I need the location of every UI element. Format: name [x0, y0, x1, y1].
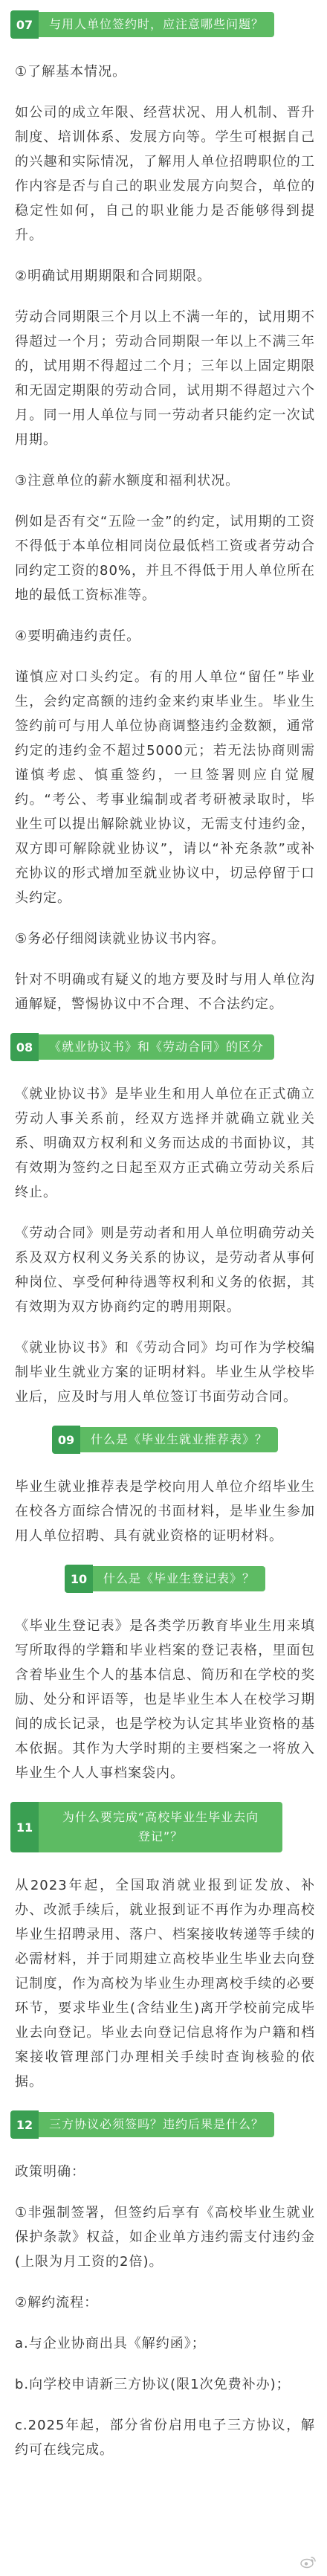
paragraph: 谨慎应对口头约定。有的用人单位“留任”毕业生，会约定高额的违约金来约束毕业生。毕业生签约前可与用人单位协商调整违约金数额，通常约定的违约金不超过5000元；若无法协商则需谨慎考虑、慎重签约，一旦签署则应自觉履约。“考公、考事业编制或者考研被录取时，毕业生可以提出解除就业协议，无需支付违约金，双方即可解除就业协议”，请以“补充条款”或补充协议的形式增加至就业协议中，切忌停留于口头约定。 [15, 669, 315, 906]
section-10 [15, 1565, 315, 1786]
section-number-badge: 10 [65, 1565, 93, 1593]
section-title: 为什么要完成“高校毕业生毕业去向登记”？ [39, 1802, 282, 1852]
section-number-badge: 11 [10, 1802, 39, 1852]
section-title: 《就业协议书》和《劳动合同》的区分 [39, 1034, 274, 1060]
section-number-badge: 07 [10, 10, 39, 39]
section-title: 三方协议必须签吗？违约后果是什么？ [39, 2112, 274, 2137]
section-header [10, 10, 315, 39]
paragraph: 针对不明确或有疑义的地方要及时与用人单位沟通解疑，警惕协议中不合理、不合法约定。 [15, 972, 315, 1012]
list-item: a.与企业协商出具《解约函》； [15, 2336, 206, 2351]
section-11 [15, 1802, 315, 2094]
point-heading: ②明确试用期期限和合同期限。 [15, 268, 212, 284]
paragraph: 《毕业生登记表》是各类学历教育毕业生用来填写所取得的学籍和毕业档案的登记表格，里面包含着毕业生个人的基本信息、简历和在学校的奖励、处分和评语等，也是毕业生本人在校学习期间的成长记录，也是学校为认定其毕业资格的基本依据。其作为大学时期的主要档案之一将放入毕业生个人人事档案袋内。 [15, 1618, 315, 1781]
section-title: 与用人单位签约时，应注意哪些问题？ [39, 12, 274, 37]
list-item: b.向学校申请新三方协议(限1次免费补办)； [15, 2377, 291, 2392]
section-header [10, 1033, 315, 1061]
section-header [15, 1426, 315, 1454]
paragraph: 《就业协议书》是毕业生和用人单位在正式确立劳动人事关系前，经双方选择并就确立就业关系、明确双方权利和义务而达成的书面协议，其有效期为签约之日起至双方正式确立劳动关系后终止。 [15, 1086, 315, 1200]
weibo-watermark-icon [300, 2555, 317, 2569]
section-title: 什么是《毕业生就业推荐表》？ [80, 1427, 278, 1452]
section-number-badge: 08 [10, 1033, 39, 1061]
point-heading: ⑤务必仔细阅读就业协议书内容。 [15, 931, 226, 947]
section-number-badge: 09 [52, 1426, 80, 1454]
section-header [10, 1802, 315, 1852]
paragraph: 从2023年起，全国取消就业报到证发放、补办、改派手续后，就业报到证不再作为办理高校毕业生招聘录用、落户、档案接收转递等手续的必需材料，并于同期建立高校毕业生毕业去向登记制度，作为高校为毕业生办理离校手续的必要环节，要求毕业生(含结业生)离开学校前完成毕业去向登记。毕业去向登记信息将作为户籍和档案接收管理部门办理相关手续时查询核验的依据。 [15, 1878, 315, 2090]
paragraph: 如公司的成立年限、经营状况、用人机制、晋升制度、培训体系、发展方向等。学生可根据自己的兴趣和实际情况，了解用人单位招聘职位的工作内容是否与自己的职业发展方向契合，单位的稳定性如何，自己的职业能力是否能够得到提升。 [15, 105, 315, 243]
section-07 [15, 10, 315, 1017]
paragraph: 《就业协议书》和《劳动合同》均可作为学校编制毕业生就业方案的证明材料。毕业生从学校毕业后，应及时与用人单位签订书面劳动合同。 [15, 1340, 315, 1405]
point-heading: ③注意单位的薪水额度和福利状况。 [15, 473, 240, 489]
paragraph: 《劳动合同》则是劳动者和用人单位明确劳动关系及双方权利义务关系的协议，是劳动者从事何种岗位、享受何种待遇等权利和义务的依据，其有效期为双方协商约定的聘用期限。 [15, 1226, 315, 1315]
section-header [10, 2110, 315, 2139]
subheading: 政策明确： [15, 2164, 85, 2180]
section-12 [15, 2110, 315, 2462]
section-09 [15, 1426, 315, 1548]
paragraph: ①非强制签署，但签约后享有《高校毕业生就业保护条款》权益，如企业单方违约需支付违约金(上限为月工资的2倍)。 [15, 2205, 315, 2270]
point-heading: ④要明确违约责任。 [15, 628, 141, 644]
section-header [15, 1565, 315, 1593]
section-08 [15, 1033, 315, 1409]
paragraph: 劳动合同期限三个月以上不满一年的，试用期不得超过一个月；劳动合同期限一年以上不满三年的，试用期不得超过二个月；三年以上固定期限和无固定期限的劳动合同，试用期不得超过六个月。同一用人单位与同一劳动者只能约定一次试用期。 [15, 309, 315, 448]
section-number-badge: 12 [10, 2110, 39, 2139]
paragraph: 毕业生就业推荐表是学校向用人单位介绍毕业生在校各方面综合情况的书面材料，是毕业生参加用人单位招聘、具有就业资格的证明材料。 [15, 1479, 315, 1544]
list-item: c.2025年起，部分省份启用电子三方协议，解约可在线完成。 [15, 2418, 315, 2458]
subheading: ②解约流程： [15, 2295, 99, 2311]
point-heading: ①了解基本情况。 [15, 64, 127, 80]
paragraph: 例如是否有交“五险一金”的约定，试用期的工资不得低于本单位相同岗位最低档工资或者劳动合同约定工资的80%，并且不得低于用人单位所在地的最低工资标准等。 [15, 514, 316, 603]
watermark [300, 2555, 317, 2569]
section-title: 什么是《毕业生登记表》？ [93, 1566, 265, 1591]
